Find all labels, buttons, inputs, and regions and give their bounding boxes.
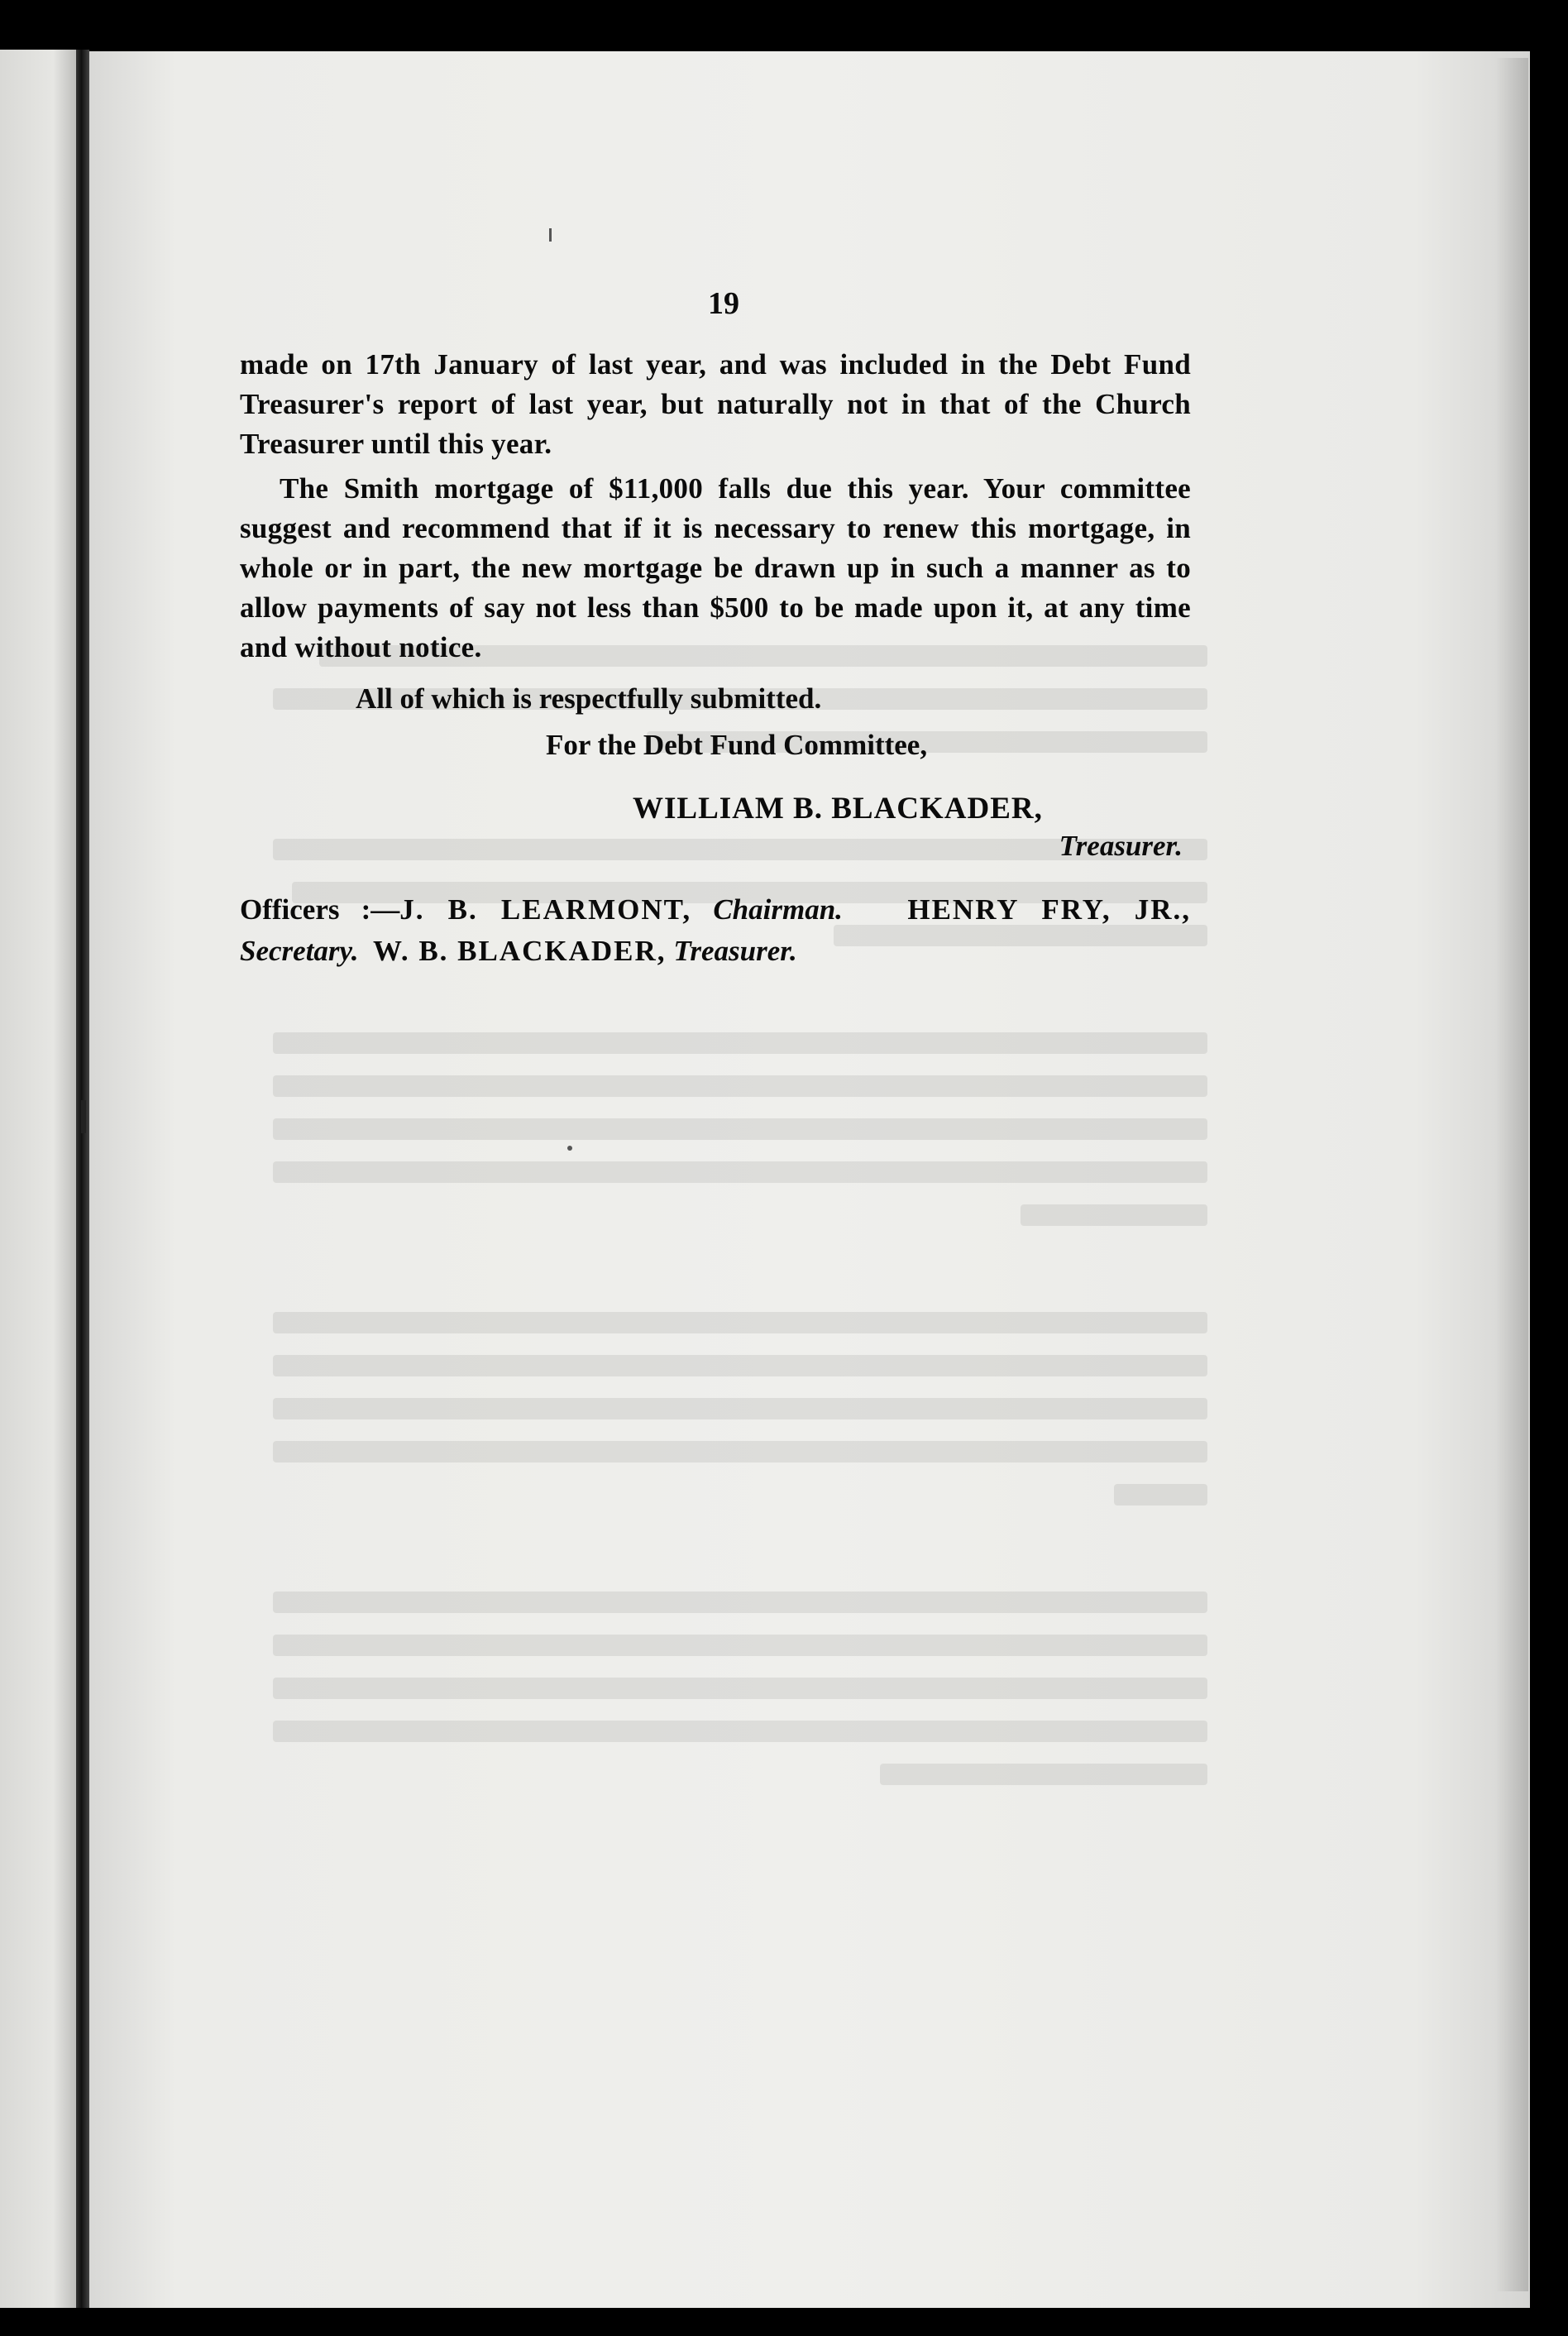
officer-role: Treasurer. xyxy=(673,935,797,967)
signatory-name: WILLIAM B. BLACKADER, xyxy=(633,792,1043,826)
officer-role: Secretary. xyxy=(240,935,359,967)
page-number: 19 xyxy=(708,286,739,321)
paragraph-continuation: made on 17th January of last year, and was included in the Debt Fund Treasurer's report of last year, but naturally not in that of the Church Treasurer until this year. xyxy=(240,348,1191,460)
committee-line: For the Debt Fund Committee, xyxy=(546,729,928,761)
officer-name: W. B. BLACKADER, xyxy=(373,935,667,967)
left-page-edge xyxy=(0,50,76,2308)
speck-mark xyxy=(549,228,552,242)
paragraph-smith-mortgage: The Smith mortgage of $11,000 falls due this year. Your committee suggest and recommend that if it is necessary to renew this mortgage, in whole or in part, the new mortgage be drawn up in such a manner as to allow payments of say not less than $500 to be made upon it, at any time and without notice. xyxy=(240,472,1191,663)
officer-name: J. B. LEARMONT, xyxy=(399,893,692,926)
officers-list xyxy=(240,889,1191,972)
page-content xyxy=(240,285,1191,972)
spine-notch xyxy=(81,1100,86,1133)
officer-name: HENRY FRY, JR., xyxy=(907,893,1192,926)
book-spine xyxy=(76,50,89,2308)
officers-label: Officers :— xyxy=(240,893,400,926)
signatory-title: Treasurer. xyxy=(1059,830,1183,862)
page-right-shadow xyxy=(1495,58,1528,2291)
officer-role: Chairman. xyxy=(713,893,843,926)
closing-statement: All of which is respectfully submitted. xyxy=(356,682,822,715)
